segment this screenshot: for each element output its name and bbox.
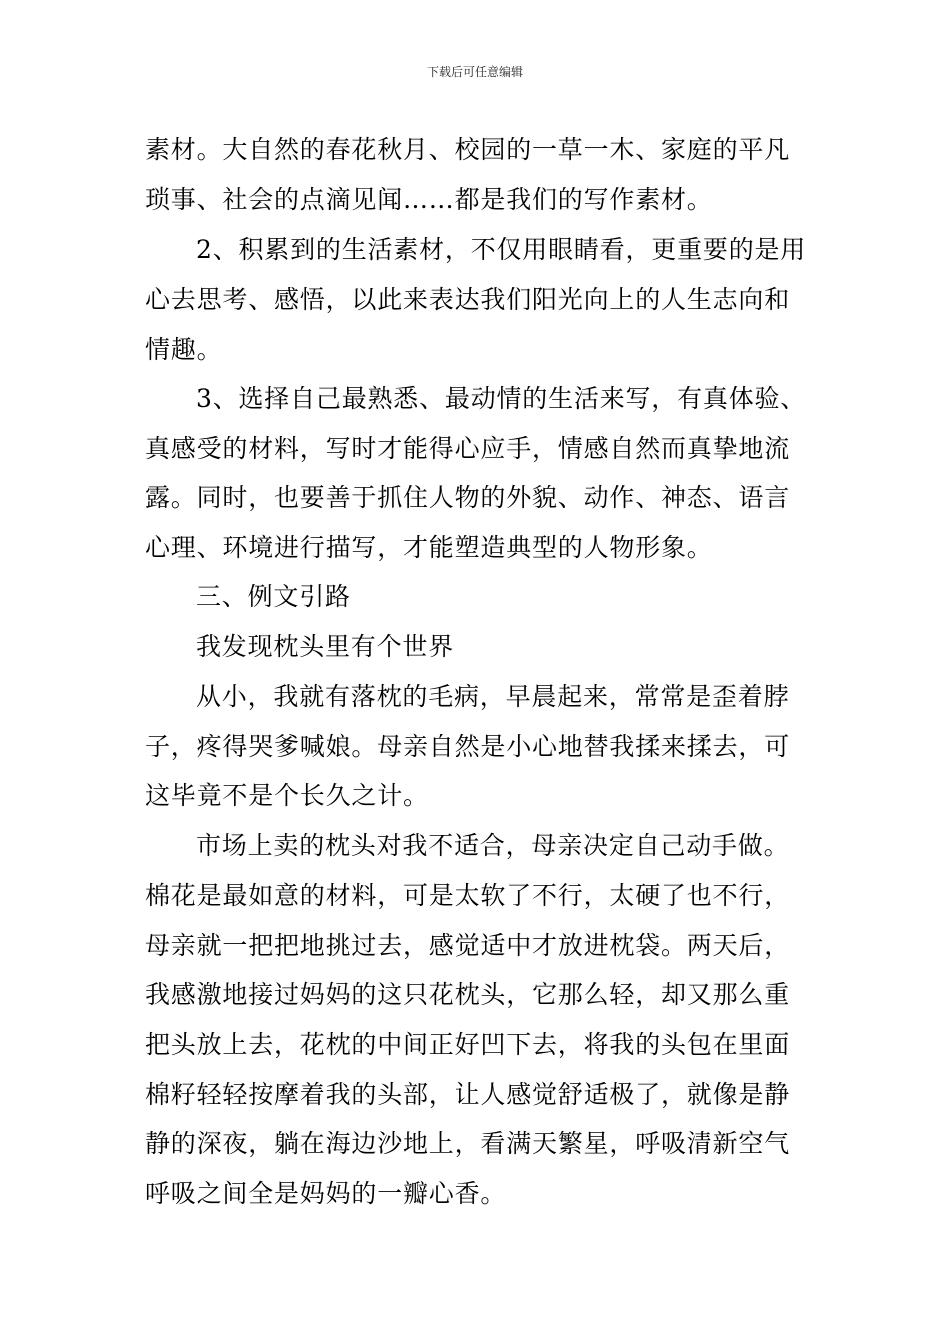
essay-title: 我发现枕头里有个世界 <box>196 632 455 661</box>
body-line: 棉花是最如意的材料，可是太软了不行，太硬了也不行， <box>145 881 791 910</box>
section-heading: 三、例文引路 <box>196 582 351 611</box>
body-line: 心去思考、感悟，以此来表达我们阳光向上的人生志向和 <box>145 285 791 314</box>
body-line: 真感受的材料，写时才能得心应手，情感自然而真挚地流 <box>145 434 791 463</box>
page-header: 下载后可任意编辑 <box>426 65 523 79</box>
body-line: 心理、环境进行描写，才能塑造典型的人物形象。 <box>145 533 713 562</box>
body-line: 2、积累到的生活素材，不仅用眼睛看，更重要的是用 <box>196 235 807 264</box>
body-line: 琐事、社会的点滴见闻……都是我们的写作素材。 <box>145 185 713 214</box>
body-line: 3、选择自己最熟悉、最动情的生活来写，有真体验、 <box>196 384 807 413</box>
body-line: 从小，我就有落枕的毛病，早晨起来，常常是歪着脖 <box>196 682 790 711</box>
body-line: 露。同时，也要善于抓住人物的外貌、动作、神态、语言 <box>145 483 791 512</box>
body-line: 情趣。 <box>145 335 223 364</box>
body-line: 母亲就一把把地挑过去，感觉适中才放进枕袋。两天后， <box>145 931 791 960</box>
body-line: 我感激地接过妈妈的这只花枕头，它那么轻，却又那么重 <box>145 980 791 1009</box>
body-line: 呼吸之间全是妈妈的一瓣心香。 <box>145 1179 507 1208</box>
body-line: 子，疼得哭爹喊娘。母亲自然是小心地替我揉来揉去，可 <box>145 732 791 761</box>
body-line: 静的深夜，躺在海边沙地上，看满天繁星，呼吸清新空气 <box>145 1129 791 1158</box>
body-line: 这毕竟不是个长久之计。 <box>145 781 429 810</box>
body-line: 棉籽轻轻按摩着我的头部，让人感觉舒适极了，就像是静 <box>145 1080 791 1109</box>
body-line: 素材。大自然的春花秋月、校园的一草一木、家庭的平凡 <box>145 135 791 164</box>
body-line: 把头放上去，花枕的中间正好凹下去，将我的头包在里面 <box>145 1030 791 1059</box>
body-line: 市场上卖的枕头对我不适合，母亲决定自己动手做。 <box>196 831 790 860</box>
